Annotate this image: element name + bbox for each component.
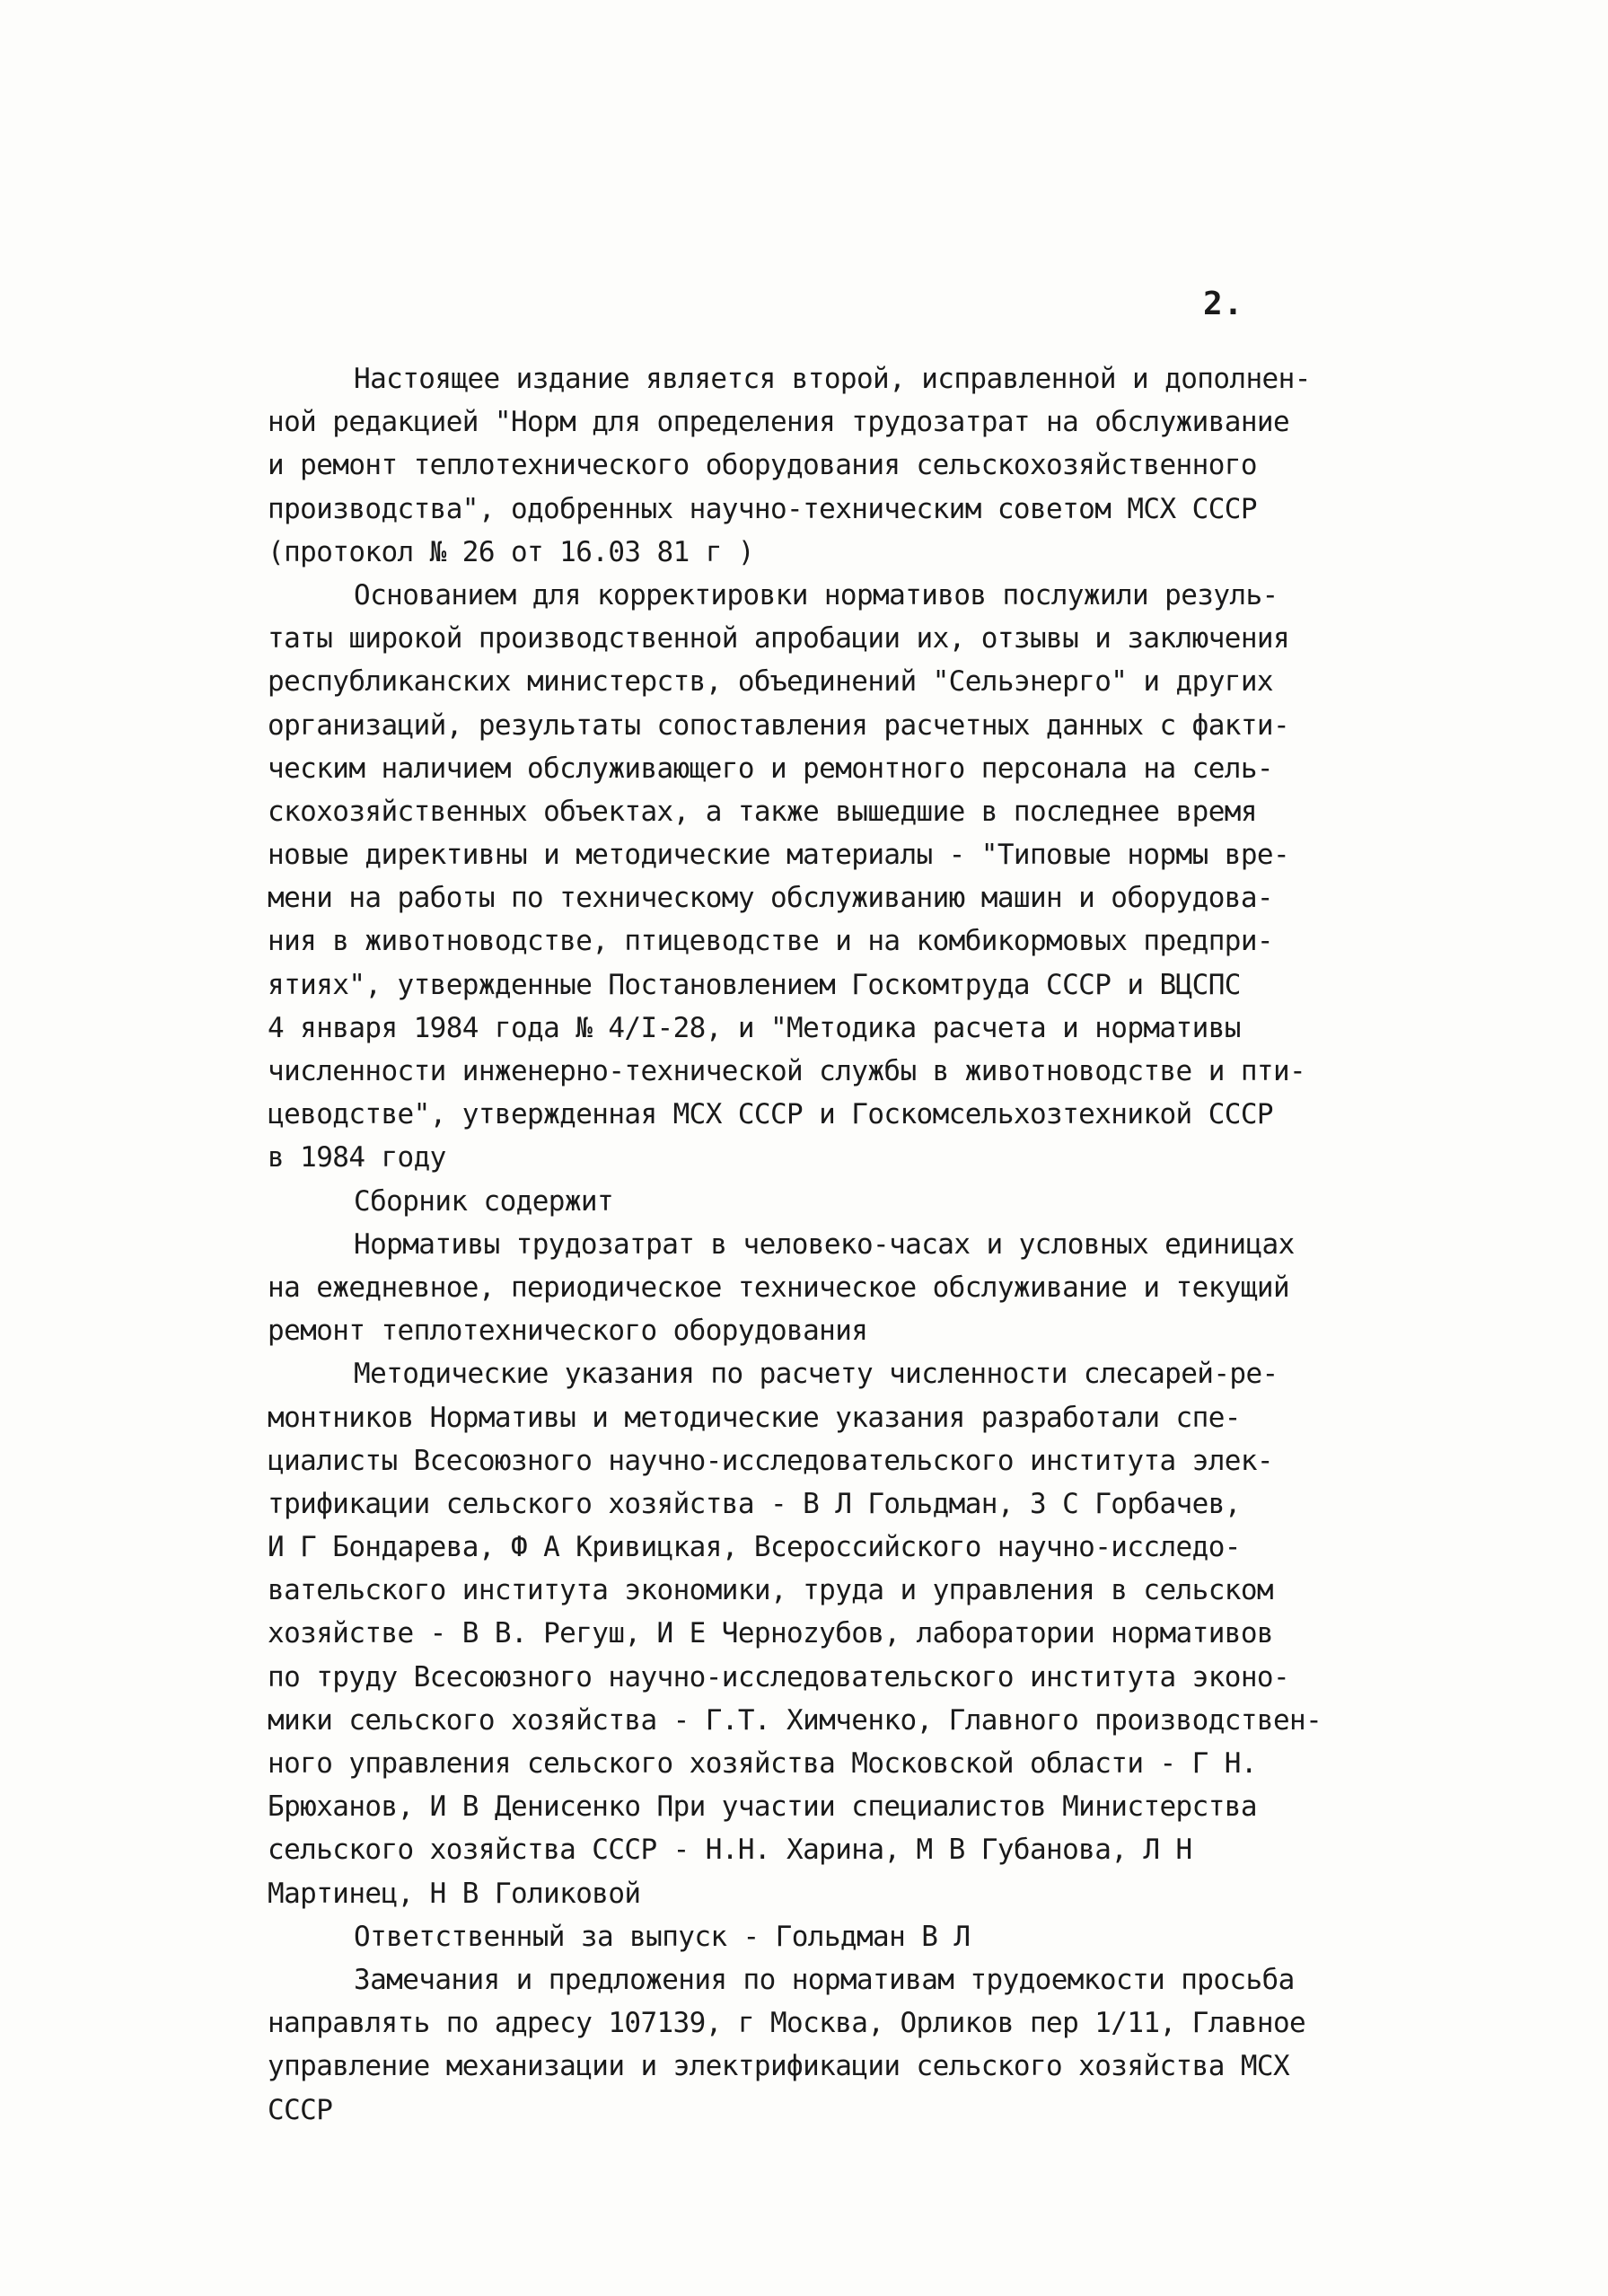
text-line: Нормативы трудозатрат в человеко-часах и условных единицах [354, 1227, 1295, 1261]
text-line: И Г Бондарева, Ф А Кривицкая, Всероссийского научно-исследо- [268, 1531, 1241, 1564]
text-line: Ответственный за выпуск - Гольдман В Л [354, 1920, 971, 1953]
text-line: численности инженерно-технической службы в животноводстве и пти- [268, 1055, 1306, 1087]
text-line: Замечания и предложения по нормативам трудоемкости просьба [354, 1963, 1295, 1996]
text-line: производства", одобренных научно-техническим советом МСХ СССР [268, 492, 1257, 525]
text-line: Основанием для корректировки нормативов послужили резуль- [354, 578, 1278, 611]
text-line: ремонт теплотехнического оборудования [268, 1315, 868, 1348]
text-line: СССР [268, 2093, 333, 2126]
text-line: и ремонт теплотехнического оборудования сельскохозяйственного [268, 449, 1257, 482]
text-line: 4 января 1984 года № 4/I-28, и "Методика расчета и нормативы [268, 1011, 1241, 1044]
text-line: на ежедневное, периодическое техническое обслуживание и текущий [268, 1271, 1290, 1304]
text-line: вательского института экономики, труда и управления в сельском [268, 1574, 1273, 1607]
text-line: республиканских министерств, объединений "Сельэнерго" и других [268, 665, 1273, 699]
text-line: мики сельского хозяйства - Г.Т. Химченко, Главного производствен- [268, 1703, 1322, 1737]
text-line: ятиях", утвержденные Постановлением Госкомтруда СССР и ВЦСПС [268, 968, 1241, 1001]
text-line: новые директивны и методические материалы - "Типовые нормы вре- [268, 839, 1290, 872]
text-line: скохозяйственных объектах, а также вышедшие в последнее время [268, 795, 1257, 828]
text-line: циалисты Всесоюзного научно-исследовательского института элек- [268, 1444, 1273, 1477]
text-line: мени на работы по техническому обслуживанию машин и оборудова- [268, 882, 1273, 915]
text-line: таты широкой производственной апробации их, отзывы и заключения [268, 622, 1290, 655]
text-line: ной редакцией "Норм для определения трудозатрат на обслуживание [268, 406, 1290, 439]
text-line: Настоящее издание является второй, исправленной и дополнен- [354, 363, 1311, 395]
text-line: по труду Всесоюзного научно-исследовательского института эконо- [268, 1660, 1290, 1693]
text-line: ческим наличием обслуживающего и ремонтного персонала на сель- [268, 752, 1273, 785]
text-line: (протокол № 26 от 16.03 81 г ) [268, 535, 754, 568]
text-line: трификации сельского хозяйства - В Л Гольдман, З С Горбачев, [268, 1487, 1241, 1520]
text-line: организаций, результаты сопоставления расчетных данных с факти- [268, 708, 1290, 742]
text-line: цеводстве", утвержденная МСХ СССР и Госкомсельхозтехникой СССР [268, 1098, 1273, 1131]
text-line: управление механизации и электрификации сельского хозяйства МСХ [268, 2050, 1290, 2083]
body-text [268, 357, 1399, 2132]
text-line: хозяйстве - В В. Регуш, И Е Черноzубов, лаборатории нормативов [268, 1617, 1273, 1650]
text-line: сельского хозяйства СССР - Н.Н. Харина, М В Губанова, Л Н [268, 1834, 1192, 1867]
text-line: Брюханов, И В Денисенко При участии специалистов Министерства [268, 1790, 1257, 1824]
text-line: Мартинец, Н В Голиковой [268, 1877, 641, 1910]
text-line: Сборник содержит [354, 1184, 614, 1218]
text-line: в 1984 году [268, 1141, 446, 1174]
text-line: ного управления сельского хозяйства Московской области - Г Н. [268, 1747, 1257, 1780]
text-line: Методические указания по расчету численности слесарей-ре- [354, 1358, 1278, 1391]
page-number: 2. [1203, 286, 1244, 322]
text-line: ния в животноводстве, птицеводстве и на комбикормовых предпри- [268, 925, 1273, 958]
text-line: направлять по адресу 107139, г Москва, Орликов пер 1/11, Главное [268, 2007, 1306, 2040]
text-line: монтников Нормативы и методические указания разработали спе- [268, 1401, 1241, 1434]
